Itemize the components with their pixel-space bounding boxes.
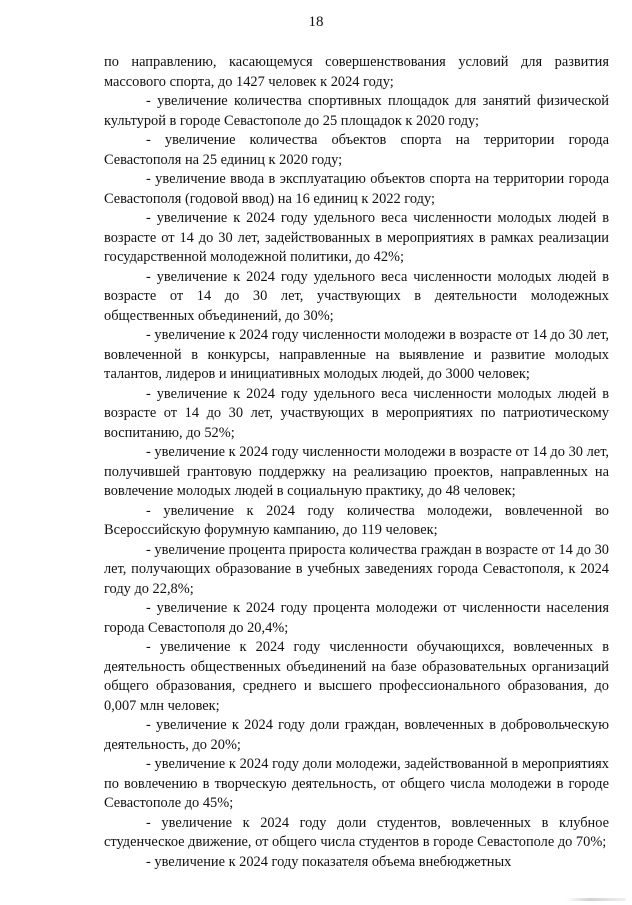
list-item: - увеличение к 2024 году доли молодежи, задействованной в мероприятиях по вовлечению в творческую деятельность, от общего числа молодежи в городе Севастополе до 45%; — [104, 756, 609, 811]
list-item: - увеличение количества спортивных площадок для занятий физической культурой в городе Севастополе до 25 площадок к 2020 году; — [104, 93, 609, 129]
scan-artifact — [566, 898, 626, 901]
list-item: - увеличение к 2024 году процента молодежи от численности населения города Севастополя до 20,4%; — [104, 600, 609, 636]
list-item: - увеличение к 2024 году численности молодежи в возрасте от 14 до 30 лет, получившей грантовую поддержку на реализацию проектов, направленных на вовлечение молодых людей в социальную практику, до 48 человек; — [104, 444, 609, 499]
page-number: 18 — [308, 14, 324, 30]
list-item: - увеличение к 2024 году показателя объема внебюджетных — [146, 853, 512, 870]
list-item: - увеличение к 2024 году удельного веса численности молодых людей в возрасте от 14 до 30 лет, участвующих в мероприятиях по патриотическому воспитанию, до 52%; — [104, 385, 609, 441]
document-body — [104, 53, 609, 872]
list-item: - увеличение к 2024 году доли граждан, вовлеченных в добровольческую деятельность, до 20%; — [104, 717, 609, 753]
list-item: - увеличение к 2024 году количества молодежи, вовлеченной во Всероссийскую форумную кампанию, до 119 человек; — [104, 502, 609, 538]
list-item: - увеличение к 2024 году удельного веса численности молодых людей в возрасте от 14 до 30 лет, задействованных в мероприятиях в рамках реализации государственной молодежной политики, до 42%; — [104, 210, 609, 265]
list-item: - увеличение ввода в эксплуатацию объектов спорта на территории города Севастополя (годовой ввод) на 16 единиц к 2022 году; — [104, 171, 609, 207]
paragraph: по направлению, касающемуся совершенствования условий для развития массового спорта, до 1427 человек к 2024 году; — [104, 54, 609, 90]
list-item: - увеличение к 2024 году численности обучающихся, вовлеченных в деятельность общественных объединений на базе образовательных организаций общего образования, среднего и высшего профессионального образования, до 0,007 млн человек; — [104, 639, 609, 714]
list-item: - увеличение к 2024 году удельного веса численности молодых людей в возрасте от 14 до 30 лет, участвующих в деятельности молодежных общественных объединений, до 30%; — [104, 268, 609, 324]
list-item: - увеличение к 2024 году численности молодежи в возрасте от 14 до 30 лет, вовлеченной в конкурсы, направленные на выявление и развитие молодых талантов, лидеров и инициативных молодых людей, до 3000 человек; — [104, 327, 609, 382]
list-item: - увеличение количества объектов спорта на территории города Севастополя на 25 единиц к 2020 году; — [104, 132, 609, 168]
list-item: - увеличение процента прироста количества граждан в возрасте от 14 до 30 лет, получающих образование в учебных заведениях города Севастополя, к 2024 году до 22,8%; — [104, 541, 609, 597]
list-item: - увеличение к 2024 году доли студентов, вовлеченных в клубное студенческое движение, от общего числа студентов в городе Севастополе до 70%; — [104, 814, 609, 850]
